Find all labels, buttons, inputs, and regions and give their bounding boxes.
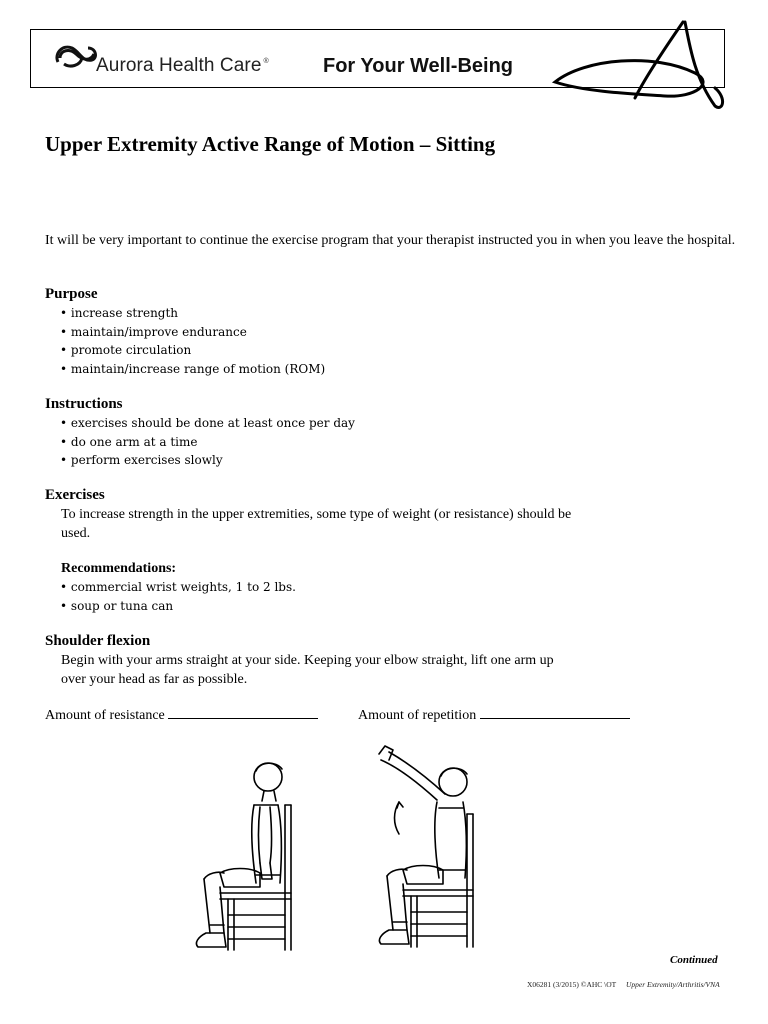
list-item: • perform exercises slowly — [60, 451, 355, 470]
list-item: • maintain/increase range of motion (ROM) — [60, 360, 325, 379]
instructions-list — [60, 414, 355, 470]
purpose-heading: Purpose — [45, 286, 98, 302]
list-item: • maintain/improve endurance — [60, 323, 325, 342]
footer-code — [527, 980, 720, 989]
brand-name: Aurora Health Care ® — [96, 55, 269, 76]
tagline: For Your Well-Being — [323, 55, 514, 77]
shoulder-flexion-paragraph: Begin with your arms straight at your side. Keeping your elbow straight, lift one arm up over your head as far as possible. — [61, 653, 554, 687]
exercises-heading: Exercises — [45, 487, 105, 503]
footer-form-code: X06281 (3/2015) ©AHC \OT — [527, 980, 617, 989]
aurora-a-swoosh-icon — [545, 18, 730, 113]
resistance-blank-line[interactable] — [168, 706, 318, 719]
purpose-list — [60, 304, 325, 378]
list-item: • increase strength — [60, 304, 325, 323]
instructions-heading: Instructions — [45, 396, 123, 412]
repetition-blank-line[interactable] — [480, 706, 630, 719]
recommendations-list — [60, 578, 296, 615]
list-item: • commercial wrist weights, 1 to 2 lbs. — [60, 578, 296, 597]
page-title: Upper Extremity Active Range of Motion – Sitting — [45, 132, 496, 156]
exercises-paragraph: To increase strength in the upper extremities, some type of weight (or resistance) should be used. — [61, 507, 572, 541]
list-item: • promote circulation — [60, 341, 325, 360]
intro-paragraph: It will be very important to continue the exercise program that your therapist instructed you in when you leave the hospital. — [45, 233, 736, 248]
list-item: • exercises should be done at least once per day — [60, 414, 355, 433]
repetition-label: Amount of repetition — [358, 708, 477, 723]
resistance-field[interactable] — [45, 706, 318, 724]
shoulder-flexion-heading: Shoulder flexion — [45, 633, 151, 649]
repetition-field[interactable] — [358, 706, 630, 724]
list-item: • soup or tuna can — [60, 597, 296, 616]
resistance-label: Amount of resistance — [45, 708, 165, 723]
list-item: • do one arm at a time — [60, 433, 355, 452]
footer-category: Upper Extremity/Arthritis/VNA — [625, 980, 720, 989]
seated-arm-raised-illustration — [375, 742, 490, 952]
continued-label: Continued — [670, 954, 718, 966]
aurora-logo-icon — [52, 38, 100, 72]
recommendations-heading: Recommendations: — [61, 561, 177, 576]
seated-arms-down-illustration — [190, 755, 305, 955]
